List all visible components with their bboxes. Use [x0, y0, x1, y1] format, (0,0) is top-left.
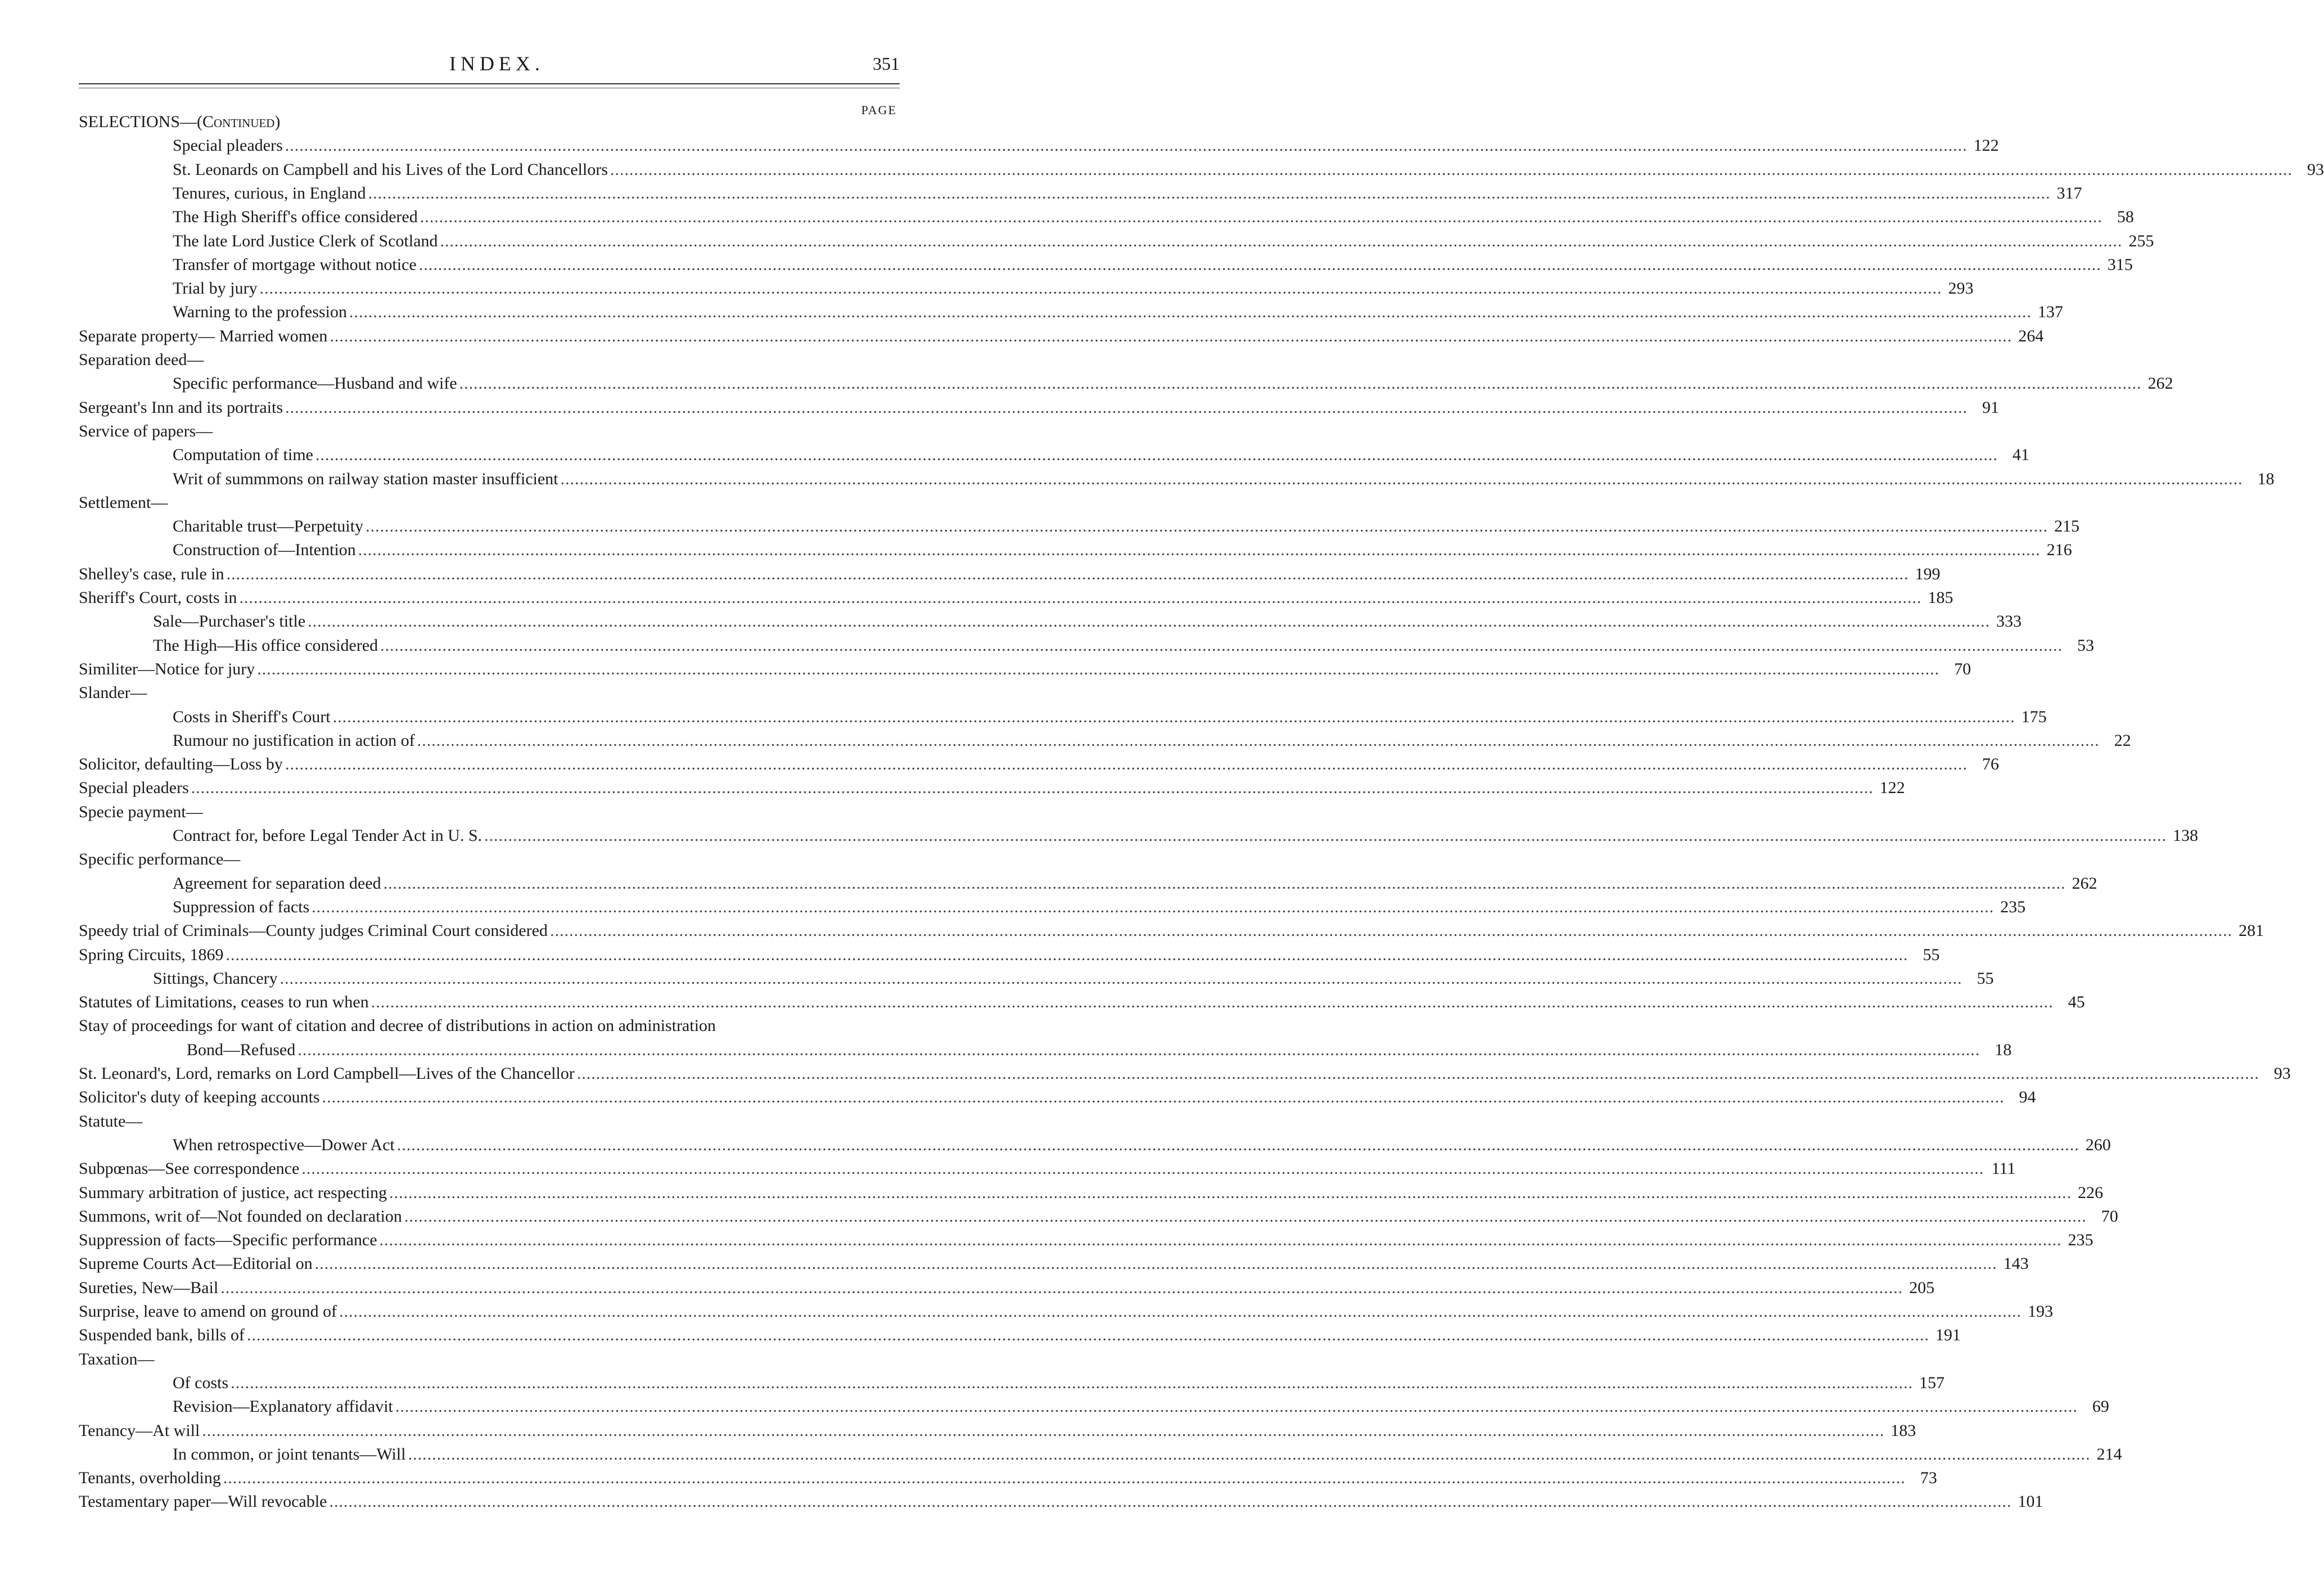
dot-leader: [313, 445, 2000, 465]
entry-page-number: 175: [2021, 707, 2047, 726]
index-entry: [173, 442, 2029, 465]
dot-leader: [245, 1325, 1932, 1345]
entry-page-number: 262: [2072, 873, 2097, 893]
index-entry: [173, 1370, 1945, 1393]
dot-leader: [575, 1064, 2262, 1084]
entry-text: Bond—Refused: [187, 1040, 296, 1059]
entry-text: Agreement for separation deed: [173, 873, 381, 893]
dot-leader: [402, 1206, 2089, 1227]
dot-leader: [406, 1444, 2093, 1465]
entry-page-number: 235: [2000, 897, 2026, 916]
index-entry: [79, 1060, 2291, 1084]
dot-leader: [415, 731, 2102, 751]
index-entry: [79, 1203, 2118, 1227]
entry-text: Service of papers—: [79, 421, 213, 440]
entry-text: Subpœnas—See correspondence: [79, 1159, 300, 1178]
entry-page-number: 191: [1935, 1326, 1961, 1345]
entry-text: Trial by jury: [173, 279, 258, 298]
index-entry: [79, 775, 1905, 798]
index-entry: [79, 751, 1999, 775]
index-entry: [173, 1132, 2111, 1155]
entry-text: Suspended bank, bills of: [79, 1326, 245, 1345]
entry-text: Transfer of mortgage without notice: [173, 255, 417, 274]
dot-leader: [608, 160, 2295, 180]
index-entry: [79, 584, 1953, 608]
entry-page-number: 69: [2092, 1397, 2109, 1416]
index-entry: [153, 965, 1994, 989]
entry-text: Sheriff's Court, costs in: [79, 588, 237, 607]
entry-text: Revision—Explanatory affidavit: [173, 1397, 393, 1416]
index-entry: [79, 1155, 2016, 1179]
dot-leader: [558, 469, 2245, 489]
index-entry: [79, 942, 1940, 965]
entry-text: Separate property— Married women: [79, 326, 328, 345]
entry-text: Costs in Sheriff's Court: [173, 707, 331, 726]
dot-leader: [417, 255, 2104, 275]
index-entry: [173, 727, 2131, 751]
index-entry: [79, 1346, 899, 1370]
index-entry: [79, 1465, 1937, 1488]
index-entry: [79, 418, 899, 442]
entry-page-number: 138: [2173, 826, 2199, 845]
entry-page-number: 226: [2078, 1183, 2104, 1202]
dot-leader: [189, 778, 1876, 798]
entry-text: Speedy trial of Criminals—County judges Criminal Court considered: [79, 921, 548, 940]
index-entry: [79, 1250, 2029, 1274]
index-entry: [173, 466, 2275, 489]
entry-page-number: 199: [1915, 564, 1941, 583]
entry-page-number: 281: [2239, 921, 2264, 940]
dot-leader: [347, 302, 2034, 322]
entry-text: Special pleaders: [173, 136, 283, 155]
entry-page-number: 94: [2019, 1088, 2036, 1107]
index-entry: [173, 204, 2134, 227]
entry-page-number: 45: [2068, 993, 2085, 1012]
entry-page-number: 214: [2096, 1444, 2122, 1464]
entry-text: Tenures, curious, in England: [173, 183, 366, 202]
entry-page-number: 255: [2128, 231, 2154, 250]
entry-text: St. Leonards on Campbell and his Lives of the Lord Chancellors: [173, 160, 608, 179]
entry-page-number: 143: [2003, 1254, 2029, 1273]
dot-leader: [363, 516, 2050, 537]
entry-text: The High Sheriff's office considered: [173, 208, 418, 227]
index-entry: [173, 156, 2324, 180]
entry-text: Charitable trust—Perpetuity: [173, 517, 364, 536]
entry-page-number: 41: [2012, 445, 2029, 465]
entry-page-number: 93: [2273, 1064, 2291, 1083]
index-entry: [79, 346, 899, 370]
entry-page-number: 73: [1920, 1469, 1937, 1488]
dot-leader: [283, 136, 1970, 156]
dot-leader: [438, 231, 2125, 251]
entry-page-number: 264: [2018, 326, 2044, 345]
index-entry: [173, 251, 2133, 275]
index-entry: [173, 513, 2080, 537]
dot-leader: [366, 183, 2053, 204]
index-entry: [79, 846, 899, 870]
index-entry: [173, 180, 2082, 204]
dot-leader: [237, 588, 1924, 608]
entry-text: The late Lord Justice Clerk of Scotland: [173, 231, 438, 250]
entry-page-number: 76: [1982, 755, 1999, 774]
entry-text: Tenants, overholding: [79, 1469, 221, 1488]
index-entry: [79, 679, 899, 703]
dot-leader: [327, 326, 2014, 346]
entry-text: Specific performance—Husband and wife: [173, 374, 457, 393]
dot-leader: [295, 1040, 1982, 1060]
dot-leader: [218, 1278, 1905, 1298]
entry-text: Sureties, New—Bail: [79, 1278, 219, 1297]
page-title: INDEX.: [449, 52, 544, 75]
entry-text: Computation of time: [173, 445, 313, 465]
dot-leader: [255, 659, 1942, 679]
entry-text: St. Leonard's, Lord, remarks on Lord Campbell—Lives of the Chancellor: [79, 1064, 575, 1083]
dot-leader: [228, 1373, 1915, 1393]
entry-page-number: 157: [1919, 1373, 1945, 1392]
dot-leader: [548, 921, 2235, 941]
index-entry: [173, 275, 1974, 299]
entry-text: Similiter—Notice for jury: [79, 659, 255, 678]
index-entry: [79, 656, 1971, 679]
dot-leader: [387, 1183, 2074, 1203]
entry-page-number: 216: [2046, 541, 2072, 560]
index-entry: [187, 1037, 2012, 1060]
index-entry: [79, 1275, 1935, 1298]
index-entry: [79, 1084, 2036, 1107]
entry-page-number: 137: [2038, 303, 2064, 322]
entry-text: Of costs: [173, 1373, 229, 1392]
entry-page-number: 55: [1976, 969, 1994, 988]
index-entry: [173, 822, 2199, 846]
entry-page-number: 317: [2056, 183, 2082, 202]
index-entry: [79, 394, 2000, 418]
entry-text: Sale—Purchaser's title: [153, 612, 306, 631]
entry-page-number: 70: [2101, 1206, 2118, 1226]
page-number: 351: [873, 53, 900, 74]
dot-leader: [224, 564, 1911, 584]
entry-page-number: 58: [2117, 208, 2134, 227]
entry-text: Testamentary paper—Will revocable: [79, 1492, 327, 1511]
entry-page-number: 183: [1890, 1421, 1916, 1440]
index-entry: [173, 1441, 2122, 1465]
dot-leader: [356, 540, 2043, 560]
entry-text: Tenancy—At will: [79, 1421, 200, 1440]
entry-page-number: 111: [1991, 1159, 2016, 1178]
entry-page-number: 262: [2147, 374, 2173, 393]
entry-text: Warning to the profession: [173, 303, 348, 322]
entry-text: Suppression of facts—Specific performance: [79, 1231, 377, 1250]
entry-text: The High—His office considered: [153, 636, 378, 655]
dot-leader: [381, 873, 2068, 894]
entry-text: Taxation—: [79, 1349, 155, 1368]
entry-page-number: 315: [2107, 255, 2133, 274]
entry-text: Shelley's case, rule in: [79, 564, 224, 583]
entry-page-number: 122: [1973, 136, 1999, 155]
dot-leader: [221, 1468, 1908, 1488]
entry-text: Solicitor's duty of keeping accounts: [79, 1088, 320, 1107]
index-entry: [79, 323, 2044, 346]
index-entry: [173, 537, 2072, 560]
entry-text: Specific performance—: [79, 850, 241, 869]
dot-leader: [377, 1230, 2064, 1250]
index-entry: [173, 1393, 2109, 1417]
entry-text: Surprise, leave to amend on ground of: [79, 1302, 337, 1321]
entry-page-number: 70: [1954, 659, 1971, 678]
index-entry: [79, 109, 899, 132]
dot-leader: [278, 969, 1965, 989]
entry-text: Statutes of Limitations, ceases to run when: [79, 993, 369, 1012]
index-entry: [79, 1108, 899, 1132]
index-entry: [79, 799, 899, 822]
entry-page-number: 185: [1928, 588, 1953, 607]
entry-text: Sergeant's Inn and its portraits: [79, 398, 283, 417]
entry-text: When retrospective—Dower Act: [173, 1135, 395, 1154]
index-entry: [79, 1322, 1961, 1345]
entry-page-number: 91: [1982, 398, 2000, 417]
index-entry: [79, 489, 899, 513]
entry-page-number: 260: [2085, 1135, 2111, 1154]
dot-leader: [283, 754, 1970, 775]
dot-leader: [200, 1421, 1887, 1441]
dot-leader: [224, 945, 1911, 965]
index-entry: [79, 1227, 2093, 1250]
index-entry: [79, 917, 2264, 941]
dot-leader: [320, 1087, 2007, 1107]
entry-text: Suppression of facts: [173, 897, 310, 916]
dot-leader: [309, 897, 1996, 917]
index-entry: [173, 870, 2097, 894]
entry-text: Statute—: [79, 1111, 143, 1131]
index-entry: [79, 1298, 2054, 1322]
dot-leader: [305, 611, 1992, 632]
index-entry: [173, 370, 2173, 394]
entry-text: SELECTIONS—(Continued): [79, 112, 281, 131]
entry-text: Construction of—Intention: [173, 541, 356, 560]
index-entry: [79, 1488, 2043, 1512]
entry-page-number: 18: [2257, 469, 2275, 488]
index-entry: [173, 894, 2026, 917]
dot-leader: [313, 1254, 2000, 1274]
index-entry: [173, 132, 1999, 156]
entry-page-number: 293: [1948, 279, 1974, 298]
entry-page-number: 333: [1996, 612, 2022, 631]
dot-leader: [327, 1492, 2014, 1512]
entry-page-number: 22: [2114, 731, 2131, 750]
entry-page-number: 55: [1923, 945, 1940, 964]
dot-leader: [331, 707, 2018, 727]
entry-text: Summons, writ of—Not founded on declaration: [79, 1206, 402, 1226]
entry-text: Separation deed—: [79, 350, 204, 369]
entry-text: Specie payment—: [79, 802, 203, 821]
dot-leader: [299, 1159, 1986, 1179]
entry-text: Special pleaders: [79, 778, 189, 798]
dot-leader: [457, 373, 2144, 394]
entry-page-number: 101: [2018, 1492, 2043, 1511]
entry-text: Solicitor, defaulting—Loss by: [79, 755, 283, 774]
entry-text: Stay of proceedings for want of citation and decree of distributions in action on administration: [79, 1016, 716, 1035]
entry-page-number: 18: [1994, 1040, 2012, 1059]
dot-leader: [283, 398, 1970, 418]
index-entry: [79, 1417, 1916, 1441]
index-entry: [153, 632, 2095, 656]
index-entry: [173, 228, 2154, 251]
entry-text: Summary arbitration of justice, act respecting: [79, 1183, 387, 1202]
entry-text: Settlement—: [79, 493, 168, 512]
dot-leader: [482, 826, 2169, 846]
entry-page-number: 122: [1879, 778, 1905, 798]
dot-leader: [369, 992, 2056, 1012]
entry-page-number: 193: [2028, 1302, 2054, 1321]
entry-text: Sittings, Chancery: [153, 969, 278, 988]
index-entry: [153, 608, 2022, 632]
entry-text: Writ of summmons on railway station master insufficient: [173, 469, 558, 488]
entry-page-number: 93: [2307, 160, 2324, 179]
dot-leader: [337, 1302, 2024, 1322]
entry-page-number: 235: [2068, 1231, 2093, 1250]
entry-text: Rumour no justification in action of: [173, 731, 415, 750]
entry-text: In common, or joint tenants—Will: [173, 1444, 406, 1464]
entry-page-number: 53: [2077, 636, 2095, 655]
dot-leader: [393, 1397, 2080, 1417]
index-entry: [79, 1012, 899, 1036]
entry-page-number: 205: [1909, 1278, 1935, 1297]
dot-leader: [418, 207, 2105, 227]
entry-text: Contract for, before Legal Tender Act in U. S.: [173, 826, 482, 845]
page-column-label: PAGE: [861, 103, 897, 117]
index-entry: [79, 989, 2085, 1012]
entry-text: Spring Circuits, 1869: [79, 945, 224, 964]
index-entry: [79, 561, 1941, 584]
dot-leader: [378, 636, 2065, 656]
entry-text: Supreme Courts Act—Editorial on: [79, 1254, 313, 1273]
entry-page-number: 215: [2054, 517, 2080, 536]
index-entry: [79, 1179, 2104, 1203]
entry-text: Slander—: [79, 683, 147, 703]
index-entry: [173, 704, 2047, 727]
index-entry: [173, 299, 2064, 322]
dot-leader: [395, 1135, 2082, 1155]
dot-leader: [258, 278, 1944, 299]
